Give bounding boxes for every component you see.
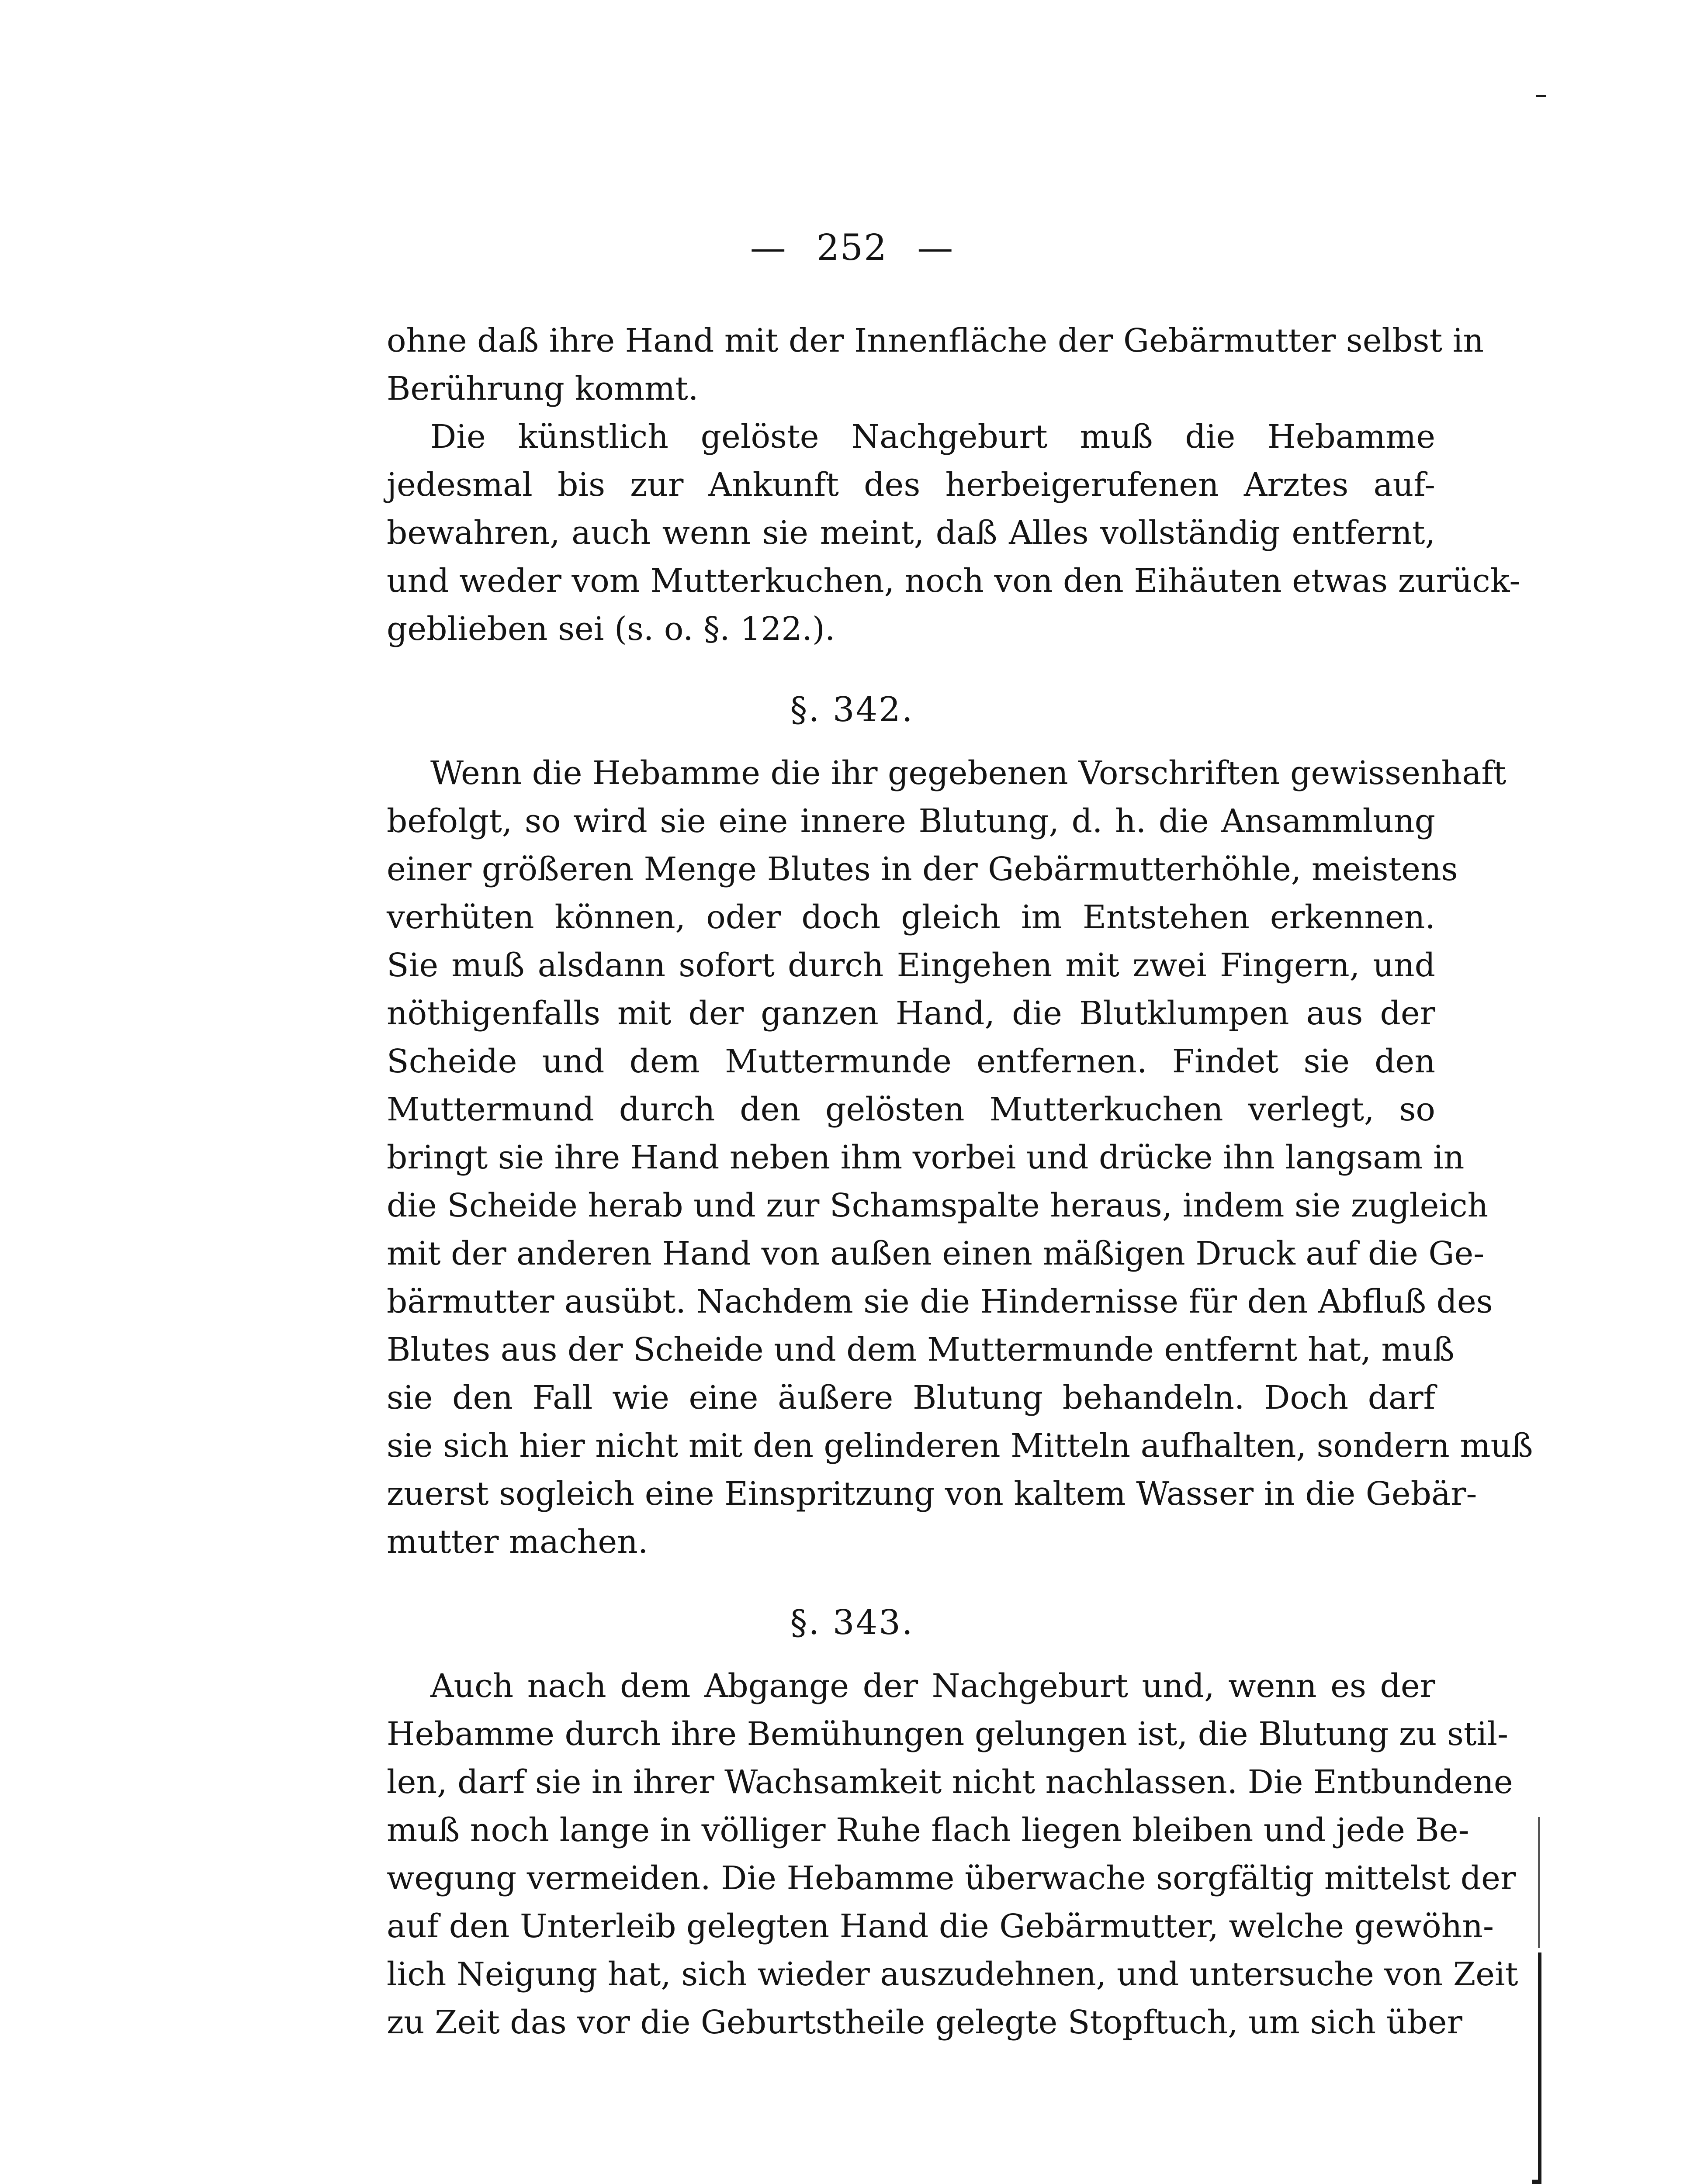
text-line: Berührung kommt. [387, 370, 699, 408]
text-line: zuerst sogleich eine Einspritzung von kaltem Wasser in die Gebär- [387, 1475, 1477, 1513]
text-line: nöthigenfalls mit der ganzen Hand, die Blutklumpen aus der [387, 995, 1435, 1032]
text-line: sie sich hier nicht mit den gelinderen Mitteln aufhalten, sondern muß [387, 1427, 1533, 1465]
text-line: Muttermund durch den gelösten Mutterkuchen verlegt, so [387, 1091, 1435, 1128]
text-line: befolgt, so wird sie eine innere Blutung, d. h. die Ansammlung [387, 802, 1435, 840]
scan-edge-mark [1538, 1817, 1540, 1948]
text-line: muß noch lange in völliger Ruhe flach liegen bleiben und jede Be- [387, 1811, 1469, 1849]
scan-edge-mark [1532, 2180, 1541, 2184]
text-line: und weder vom Mutterkuchen, noch von den Eihäuten etwas zurück- [387, 562, 1520, 600]
text-line: lich Neigung hat, sich wieder auszudehnen, und untersuche von Zeit [387, 1956, 1518, 1993]
text-line: zu Zeit das vor die Geburtstheile gelegte Stopftuch, um sich über [387, 2004, 1462, 2041]
text-line: Die künstlich gelöste Nachgeburt muß die Hebamme [430, 418, 1435, 456]
text-line: bringt sie ihre Hand neben ihm vorbei und drücke ihn langsam in [387, 1139, 1465, 1176]
header-dash-left: — [750, 227, 787, 269]
text-line: Auch nach dem Abgange der Nachgeburt und, wenn es der [430, 1667, 1435, 1705]
text-line: auf den Unterleib gelegten Hand die Gebärmutter, welche gewöhn- [387, 1908, 1494, 1945]
page-number: 252 [816, 227, 888, 269]
text-line: wegung vermeiden. Die Hebamme überwache sorgfältig mittelst der [387, 1859, 1516, 1897]
page-number-header [0, 227, 1704, 269]
text-line: Wenn die Hebamme die ihr gegebenen Vorschriften gewissenhaft [430, 754, 1507, 792]
text-line: geblieben sei (s. o. §. 122.). [387, 610, 835, 648]
text-line: Hebamme durch ihre Bemühungen gelungen ist, die Blutung zu stil- [387, 1715, 1508, 1753]
text-line: sie den Fall wie eine äußere Blutung behandeln. Doch darf [387, 1379, 1435, 1417]
text-line: einer größeren Menge Blutes in der Gebärmutterhöhle, meistens [387, 850, 1458, 888]
text-line: mit der anderen Hand von außen einen mäßigen Druck auf die Ge- [387, 1235, 1485, 1272]
text-line: bärmutter ausübt. Nachdem sie die Hindernisse für den Abfluß des [387, 1283, 1493, 1320]
text-line: verhüten können, oder doch gleich im Entstehen erkennen. [387, 898, 1435, 936]
text-line: jedesmal bis zur Ankunft des herbeigerufenen Arztes auf- [387, 466, 1435, 504]
text-line: die Scheide herab und zur Schamspalte heraus, indem sie zugleich [387, 1187, 1489, 1224]
text-line: len, darf sie in ihrer Wachsamkeit nicht nachlassen. Die Entbundene [387, 1763, 1513, 1801]
scan-edge-mark [1538, 1952, 1541, 2184]
header-dash-right: — [917, 227, 954, 269]
scan-edge-mark [1536, 95, 1546, 97]
text-line: Scheide und dem Muttermunde entfernen. Findet sie den [387, 1043, 1435, 1080]
section-heading-343: §. 343. [790, 1603, 914, 1642]
text-line: ohne daß ihre Hand mit der Innenfläche der Gebärmutter selbst in [387, 322, 1484, 359]
text-line: Blutes aus der Scheide und dem Muttermunde entfernt hat, muß [387, 1331, 1455, 1368]
text-line: bewahren, auch wenn sie meint, daß Alles vollständig entfernt, [387, 514, 1435, 552]
text-line: mutter machen. [387, 1523, 648, 1561]
section-heading-342: §. 342. [790, 690, 914, 729]
text-line: Sie muß alsdann sofort durch Eingehen mit zwei Fingern, und [387, 947, 1435, 984]
